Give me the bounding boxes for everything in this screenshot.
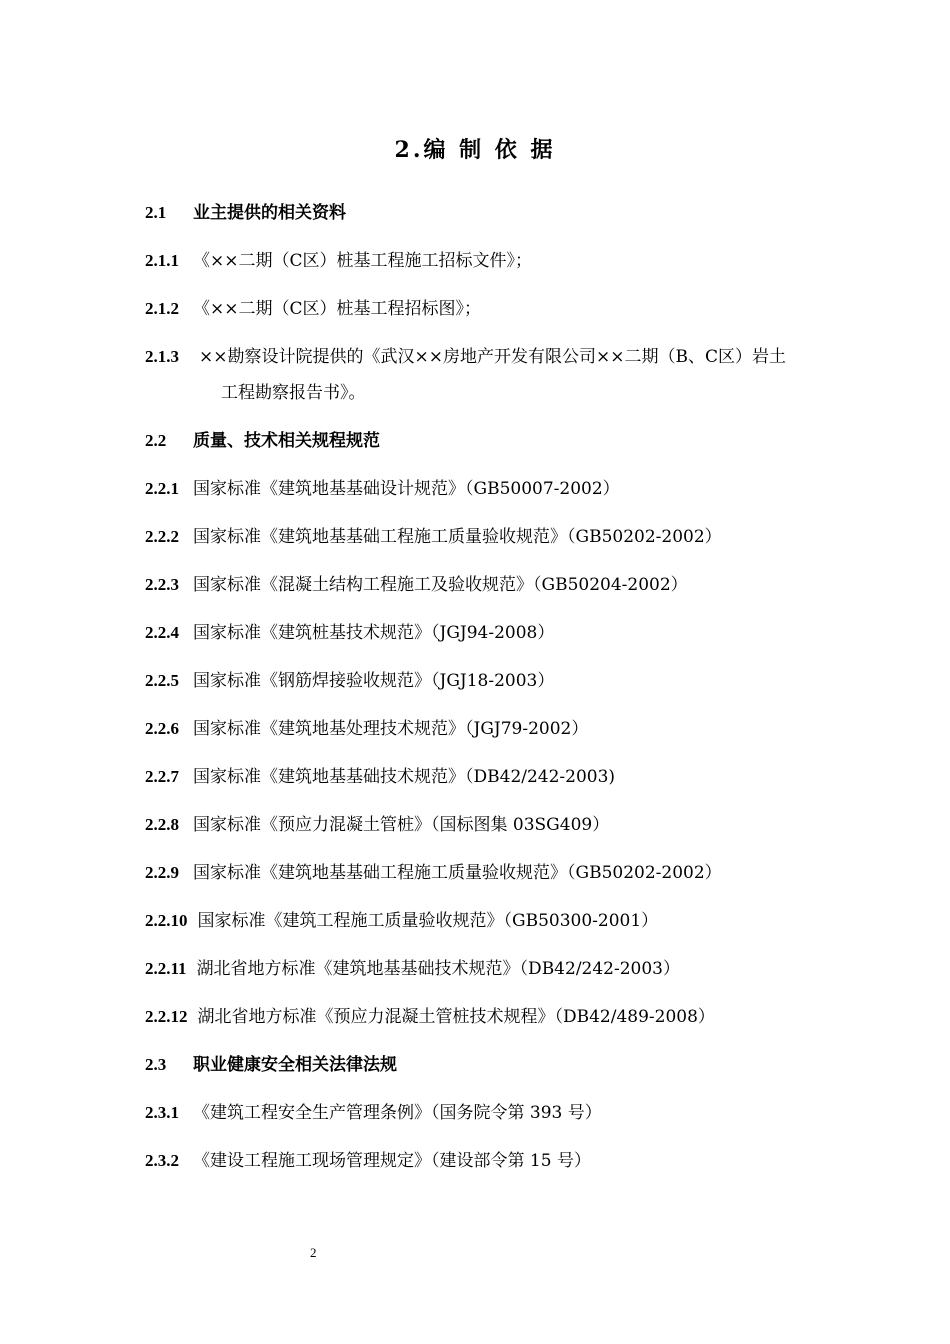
item-number: 2.2.10 bbox=[145, 911, 188, 930]
list-item bbox=[145, 813, 609, 837]
item-text: 《建设工程施工现场管理规定》（建设部令第 15 号） bbox=[193, 1151, 591, 1171]
item-number: 2.1.3 bbox=[145, 347, 179, 366]
page-title: 2.编 制 依 据 bbox=[394, 137, 556, 163]
list-item bbox=[145, 1101, 602, 1125]
section-number: 2.2 bbox=[145, 431, 167, 450]
item-text: 国家标准《建筑地基基础技术规范》（DB42/242-2003) bbox=[193, 767, 616, 787]
item-number: 2.2.12 bbox=[145, 1007, 188, 1026]
item-text-continuation: 工程勘察报告书》。 bbox=[221, 383, 366, 403]
item-number: 2.1.2 bbox=[145, 299, 179, 318]
list-item bbox=[145, 669, 554, 693]
item-number: 2.1.1 bbox=[145, 251, 179, 270]
section-heading-2-2 bbox=[145, 429, 380, 453]
list-item bbox=[145, 1005, 715, 1029]
list-item bbox=[145, 573, 688, 597]
item-text: 国家标准《预应力混凝土管桩》（国标图集 03SG409） bbox=[193, 815, 610, 835]
list-item bbox=[145, 1149, 591, 1173]
section-number: 2.3 bbox=[145, 1055, 167, 1074]
item-number: 2.2.5 bbox=[145, 671, 179, 690]
section-title: 质量、技术相关规程规范 bbox=[193, 431, 380, 451]
section-heading-2-3 bbox=[145, 1053, 397, 1077]
list-item bbox=[145, 957, 680, 981]
list-item bbox=[145, 621, 554, 645]
item-text: 湖北省地方标准《建筑地基基础技术规范》（DB42/242-2003） bbox=[196, 959, 680, 979]
item-text: 国家标准《建筑地基基础工程施工质量验收规范》（GB50202-2002） bbox=[193, 527, 722, 547]
item-text: 《××二期（C区）桩基工程施工招标文件》； bbox=[193, 251, 532, 271]
list-item bbox=[145, 249, 532, 273]
item-text: 湖北省地方标准《预应力混凝土管桩技术规程》（DB42/489-2008） bbox=[197, 1007, 715, 1027]
item-text: 国家标准《建筑地基基础工程施工质量验收规范》（GB50202-2002） bbox=[193, 863, 722, 883]
item-text: 国家标准《建筑工程施工质量验收规范》（GB50300-2001） bbox=[197, 911, 659, 931]
item-text: 国家标准《建筑地基基础设计规范》（GB50007-2002） bbox=[193, 479, 620, 499]
item-text: 国家标准《钢筋焊接验收规范》（JGJ18-2003） bbox=[193, 671, 555, 691]
item-text: 国家标准《建筑地基处理技术规范》（JGJ79-2002） bbox=[193, 719, 589, 739]
item-text: 国家标准《建筑桩基技术规范》（JGJ94-2008） bbox=[193, 623, 555, 643]
list-item bbox=[145, 765, 615, 789]
list-item bbox=[145, 717, 588, 741]
item-number: 2.2.4 bbox=[145, 623, 179, 642]
section-title: 职业健康安全相关法律法规 bbox=[193, 1055, 397, 1075]
section-number: 2.1 bbox=[145, 203, 167, 222]
item-number: 2.2.3 bbox=[145, 575, 179, 594]
list-item bbox=[145, 297, 481, 321]
item-number: 2.2.8 bbox=[145, 815, 179, 834]
item-text: 《××二期（C区）桩基工程招标图》； bbox=[193, 299, 481, 319]
item-number: 2.3.1 bbox=[145, 1103, 179, 1122]
page-number: 2 bbox=[310, 1245, 317, 1260]
item-number: 2.2.6 bbox=[145, 719, 179, 738]
item-number: 2.2.11 bbox=[145, 959, 187, 978]
section-heading-2-1 bbox=[145, 201, 346, 225]
list-item bbox=[145, 525, 722, 549]
section-title: 业主提供的相关资料 bbox=[193, 203, 346, 223]
item-number: 2.3.2 bbox=[145, 1151, 179, 1170]
list-item bbox=[145, 477, 620, 501]
item-text: 《建筑工程安全生产管理条例》（国务院令第 393 号） bbox=[193, 1103, 602, 1123]
item-number: 2.2.7 bbox=[145, 767, 179, 786]
item-number: 2.2.9 bbox=[145, 863, 179, 882]
list-item bbox=[145, 909, 658, 933]
item-number: 2.2.2 bbox=[145, 527, 179, 546]
list-item bbox=[145, 861, 722, 885]
item-text: ××勘察设计院提供的《武汉××房地产开发有限公司××二期（B、C区）岩土 bbox=[199, 347, 786, 367]
item-text: 国家标准《混凝土结构工程施工及验收规范》（GB50204-2002） bbox=[193, 575, 688, 595]
item-number: 2.2.1 bbox=[145, 479, 179, 498]
list-item bbox=[145, 345, 786, 369]
